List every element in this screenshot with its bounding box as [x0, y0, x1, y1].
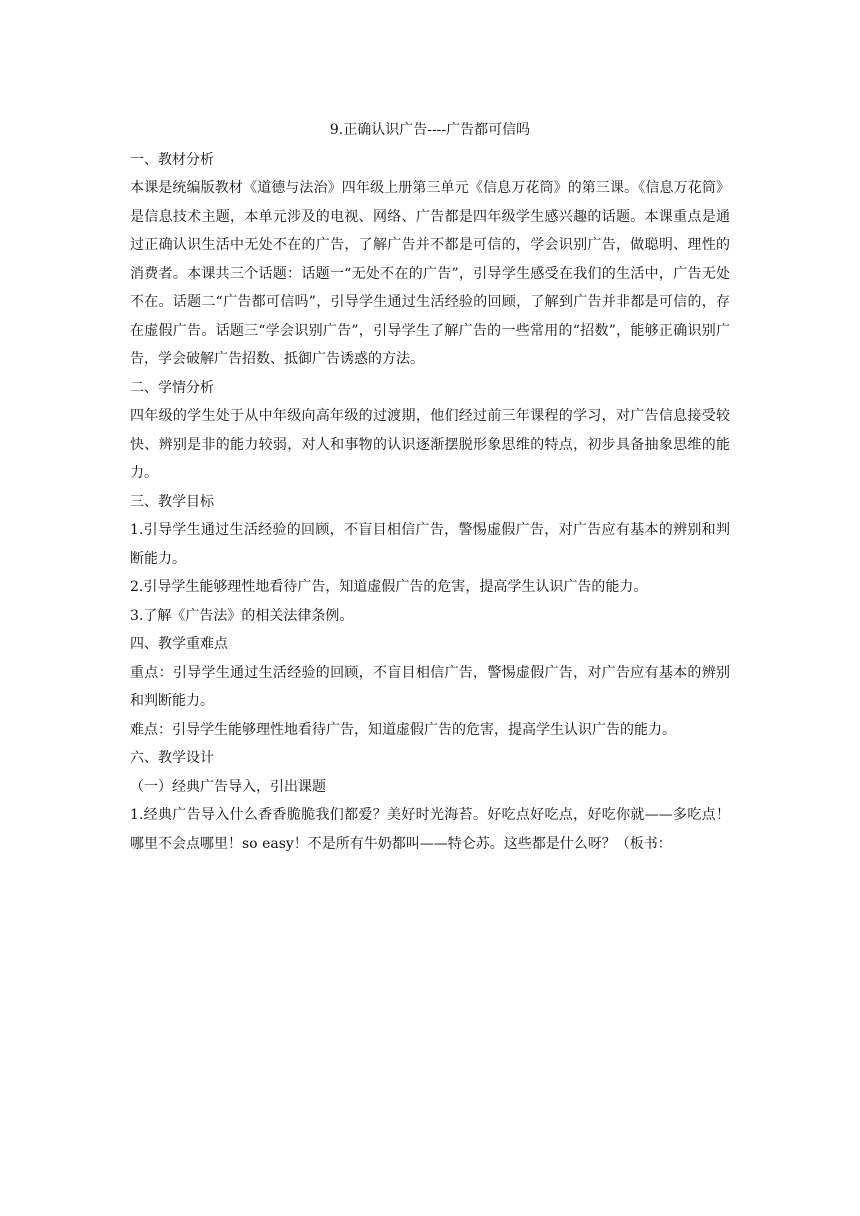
document-body — [130, 116, 730, 858]
section-heading-teaching-goals: 三、教学目标 — [130, 493, 214, 510]
subsection-heading-classic-ads: （一）经典广告导入，引出课题 — [130, 778, 326, 795]
section-heading-teaching-design: 六、教学设计 — [130, 750, 214, 766]
paragraph-classic-ads: 1.经典广告导入什么香香脆脆我们都爱？美好时光海苔。好吃点好吃点，好吃你就——多吃点！哪里不会点哪里！so easy！不是所有牛奶都叫——特仑苏。这些都是什么呀？（板书： — [130, 807, 730, 852]
goal-item-3: 3.了解《广告法》的相关法律条例。 — [130, 607, 354, 624]
paragraph-difficult-point: 难点：引导学生能够理性地看待广告，知道虚假广告的危害，提高学生认识广告的能力。 — [130, 721, 676, 738]
paragraph-textbook-analysis: 本课是统编版教材《道德与法治》四年级上册第三单元《信息万花筒》的第三课。《信息万花筒》是信息技术主题，本单元涉及的电视、网络、广告都是四年级学生感兴趣的话题。本课重点是通过正确认识生活中无处不在的广告，了解广告并不都是可信的，学会识别广告，做聪明、理性的消费者。本课共三个话题：话题一“无处不在的广告”，引导学生感受在我们的生活中，广告无处不在。话题二“广告都可信吗”，引导学生通过生活经验的回顾，了解到广告并非都是可信的，存在虚假广告。话题三“学会识别广告”，引导学生了解广告的一些常用的“招数”，能够正确识别广告，学会破解广告招数、抵御广告诱惑的方法。 — [130, 180, 730, 367]
paragraph-key-point: 重点：引导学生通过生活经验的回顾，不盲目相信广告，警惕虚假广告，对广告应有基本的辨别和判断能力。 — [130, 664, 730, 709]
section-heading-textbook-analysis: 一、教材分析 — [130, 151, 214, 168]
document-blocks — [130, 146, 730, 859]
section-heading-student-analysis: 二、学情分析 — [130, 379, 214, 396]
document-title: 9.正确认识广告----广告都可信吗 — [329, 122, 531, 138]
goal-item-2: 2.引导学生能够理性地看待广告，知道虚假广告的危害，提高学生认识广告的能力。 — [130, 579, 648, 595]
goal-item-1: 1.引导学生通过生活经验的回顾，不盲目相信广告，警惕虚假广告，对广告应有基本的辨别和判断能力。 — [130, 522, 730, 567]
paragraph-student-analysis: 四年级的学生处于从中年级向高年级的过渡期，他们经过前三年课程的学习，对广告信息接受较快、辨别是非的能力较弱，对人和事物的认识逐渐摆脱形象思维的特点，初步具备抽象思维的能力。 — [130, 408, 730, 481]
section-heading-key-difficult-points: 四、教学重难点 — [130, 636, 228, 652]
